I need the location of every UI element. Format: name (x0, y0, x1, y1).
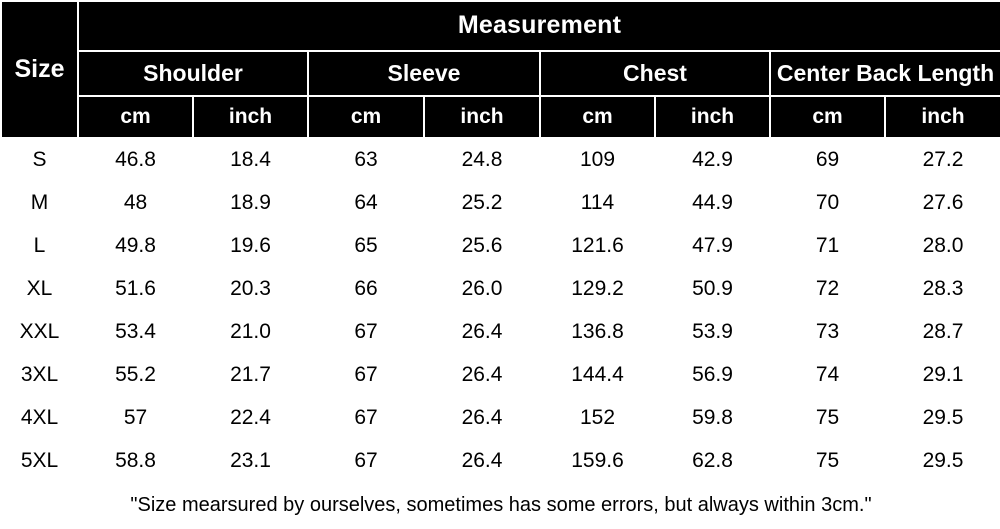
header-group-sleeve: Sleeve (308, 51, 540, 97)
cell-cbl-inch: 27.6 (885, 181, 1000, 224)
cell-shoulder-inch: 18.4 (193, 138, 308, 181)
cell-shoulder-cm: 55.2 (78, 353, 193, 396)
cell-sleeve-inch: 26.4 (424, 310, 540, 353)
cell-size: 4XL (1, 396, 78, 439)
cell-chest-cm: 109 (540, 138, 655, 181)
header-unit-shoulder-cm: cm (78, 96, 193, 138)
cell-cbl-inch: 28.7 (885, 310, 1000, 353)
cell-shoulder-inch: 23.1 (193, 439, 308, 482)
table-row (1, 267, 1000, 310)
cell-cbl-inch: 27.2 (885, 138, 1000, 181)
cell-sleeve-inch: 26.0 (424, 267, 540, 310)
header-size: Size (1, 1, 78, 138)
table-row (1, 138, 1000, 181)
cell-shoulder-inch: 18.9 (193, 181, 308, 224)
cell-shoulder-inch: 19.6 (193, 224, 308, 267)
cell-sleeve-inch: 26.4 (424, 439, 540, 482)
cell-cbl-cm: 70 (770, 181, 885, 224)
header-group-shoulder: Shoulder (78, 51, 308, 97)
cell-chest-inch: 59.8 (655, 396, 770, 439)
cell-shoulder-cm: 53.4 (78, 310, 193, 353)
header-measurement: Measurement (78, 1, 1000, 51)
cell-sleeve-cm: 63 (308, 138, 424, 181)
cell-sleeve-inch: 26.4 (424, 396, 540, 439)
cell-sleeve-cm: 67 (308, 439, 424, 482)
cell-chest-cm: 136.8 (540, 310, 655, 353)
cell-cbl-cm: 71 (770, 224, 885, 267)
cell-shoulder-inch: 21.0 (193, 310, 308, 353)
cell-size: M (1, 181, 78, 224)
header-row-groups (1, 51, 1000, 97)
cell-cbl-cm: 74 (770, 353, 885, 396)
cell-shoulder-cm: 51.6 (78, 267, 193, 310)
cell-shoulder-cm: 49.8 (78, 224, 193, 267)
cell-shoulder-inch: 21.7 (193, 353, 308, 396)
cell-cbl-cm: 73 (770, 310, 885, 353)
cell-sleeve-inch: 26.4 (424, 353, 540, 396)
header-group-center-back-length: Center Back Length (770, 51, 1000, 97)
cell-sleeve-cm: 64 (308, 181, 424, 224)
header-row-units (1, 96, 1000, 138)
cell-chest-inch: 47.9 (655, 224, 770, 267)
table-row (1, 181, 1000, 224)
cell-chest-cm: 159.6 (540, 439, 655, 482)
cell-cbl-cm: 75 (770, 396, 885, 439)
cell-sleeve-cm: 67 (308, 353, 424, 396)
cell-chest-inch: 42.9 (655, 138, 770, 181)
cell-cbl-inch: 29.1 (885, 353, 1000, 396)
header-unit-sleeve-cm: cm (308, 96, 424, 138)
cell-size: S (1, 138, 78, 181)
header-unit-cbl-inch: inch (885, 96, 1000, 138)
cell-size: 5XL (1, 439, 78, 482)
cell-sleeve-inch: 25.6 (424, 224, 540, 267)
table-row (1, 396, 1000, 439)
header-row-measurement (1, 1, 1000, 51)
cell-cbl-inch: 28.0 (885, 224, 1000, 267)
note-row (1, 482, 1000, 528)
cell-size: XXL (1, 310, 78, 353)
cell-chest-cm: 152 (540, 396, 655, 439)
cell-sleeve-inch: 25.2 (424, 181, 540, 224)
table-row (1, 353, 1000, 396)
cell-size: L (1, 224, 78, 267)
cell-sleeve-cm: 65 (308, 224, 424, 267)
cell-shoulder-cm: 58.8 (78, 439, 193, 482)
cell-sleeve-cm: 67 (308, 310, 424, 353)
header-group-chest: Chest (540, 51, 770, 97)
cell-chest-inch: 56.9 (655, 353, 770, 396)
cell-size: 3XL (1, 353, 78, 396)
header-unit-cbl-cm: cm (770, 96, 885, 138)
cell-cbl-inch: 29.5 (885, 439, 1000, 482)
measurement-note: "Size mearsured by ourselves, sometimes has some errors, but always within 3cm." (1, 482, 1000, 528)
cell-cbl-cm: 75 (770, 439, 885, 482)
cell-chest-cm: 129.2 (540, 267, 655, 310)
cell-cbl-inch: 29.5 (885, 396, 1000, 439)
header-unit-shoulder-inch: inch (193, 96, 308, 138)
cell-shoulder-inch: 20.3 (193, 267, 308, 310)
cell-shoulder-cm: 48 (78, 181, 193, 224)
cell-sleeve-cm: 66 (308, 267, 424, 310)
table-row (1, 439, 1000, 482)
header-unit-sleeve-inch: inch (424, 96, 540, 138)
cell-sleeve-inch: 24.8 (424, 138, 540, 181)
cell-chest-cm: 121.6 (540, 224, 655, 267)
header-unit-chest-cm: cm (540, 96, 655, 138)
cell-chest-cm: 114 (540, 181, 655, 224)
cell-shoulder-inch: 22.4 (193, 396, 308, 439)
cell-chest-inch: 44.9 (655, 181, 770, 224)
cell-sleeve-cm: 67 (308, 396, 424, 439)
cell-shoulder-cm: 57 (78, 396, 193, 439)
cell-cbl-cm: 69 (770, 138, 885, 181)
cell-size: XL (1, 267, 78, 310)
table-row (1, 224, 1000, 267)
table-row (1, 310, 1000, 353)
cell-chest-inch: 53.9 (655, 310, 770, 353)
cell-chest-inch: 50.9 (655, 267, 770, 310)
header-unit-chest-inch: inch (655, 96, 770, 138)
cell-shoulder-cm: 46.8 (78, 138, 193, 181)
cell-chest-inch: 62.8 (655, 439, 770, 482)
cell-cbl-cm: 72 (770, 267, 885, 310)
cell-cbl-inch: 28.3 (885, 267, 1000, 310)
cell-chest-cm: 144.4 (540, 353, 655, 396)
